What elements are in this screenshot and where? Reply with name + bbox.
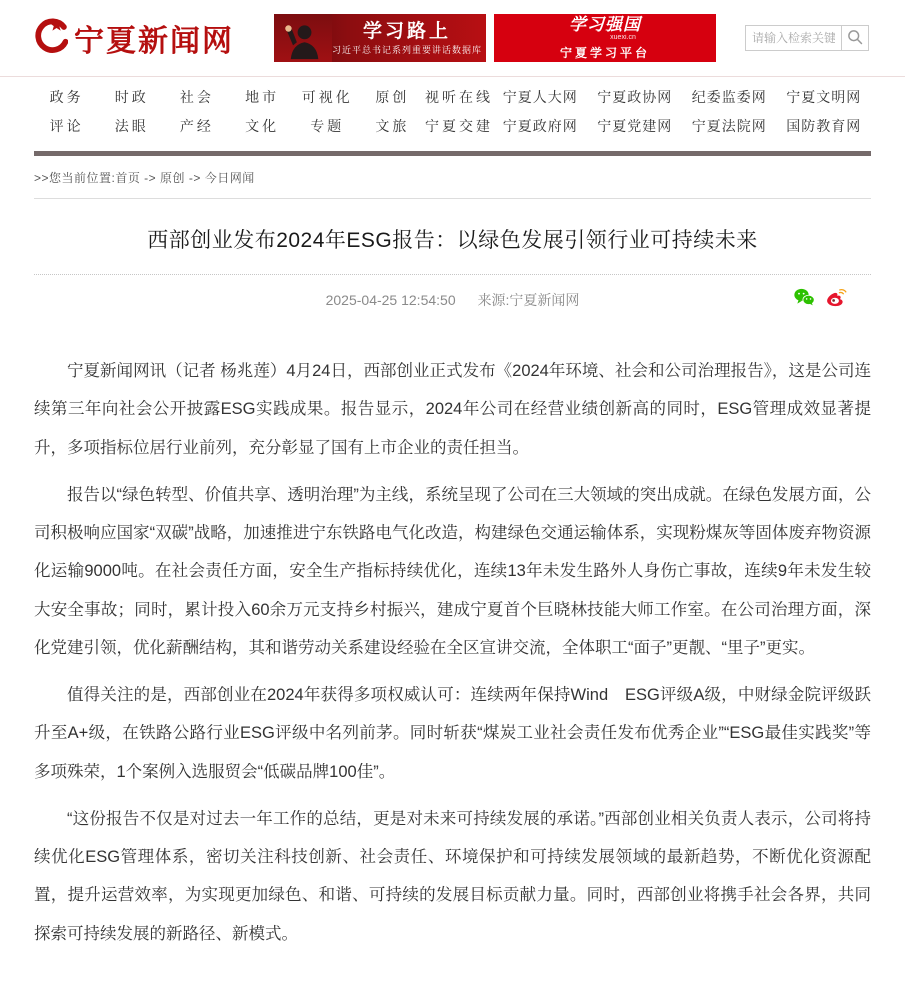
- nav-item[interactable]: 国防教育网: [786, 118, 862, 134]
- nav-item[interactable]: 评论: [49, 118, 84, 134]
- banner1-title: 学习路上: [363, 20, 452, 42]
- banner-xuexi-luhsang[interactable]: [274, 14, 486, 62]
- nav-item[interactable]: 文化: [245, 118, 280, 134]
- article-title: 西部创业发布2024年ESG报告：以绿色发展引领行业可持续未来: [147, 229, 758, 252]
- article-meta: [34, 275, 871, 318]
- banner1-text: [332, 21, 486, 56]
- article: [0, 224, 905, 990]
- search-input[interactable]: [745, 25, 841, 51]
- nav-item[interactable]: 视听在线: [425, 89, 494, 105]
- site-logo[interactable]: [32, 16, 234, 60]
- nav-row-2: [34, 112, 871, 141]
- banner1-subtitle: 习近平总书记系列重要讲话数据库: [332, 44, 483, 55]
- breadcrumb[interactable]: >>您当前位置:首页 -> 原创 -> 今日网闻: [34, 171, 255, 185]
- main-nav: [0, 76, 905, 149]
- banner2-subtitle: 宁夏学习平台: [559, 45, 650, 60]
- article-paragraph: 宁夏新闻网讯（记者 杨兆莲）4月24日，西部创业正式发布《2024年环境、社会和公司治理报告》，这是公司连续第三年向社会公开披露ESG实践成果。报告显示，2024年公司在经营业绩创新高的同时，ESG管理成效显著提升，多项指标位居行业前列，充分彰显了国有上市企业的责任担当。: [34, 362, 871, 457]
- article-paragraph: 报告以“绿色转型、价值共享、透明治理”为主线，系统呈现了公司在三大领域的突出成就。在绿色发展方面，公司积极响应国家“双碳”战略，加速推进宁东铁路电气化改造，构建绿色交通运输体系，实现粉煤灰等固体废弃物资源化运输9000吨。在社会责任方面，安全生产指标持续优化，连续13年未发生路外人身伤亡事故，连续9年未发生较大安全事故；同时，累计投入60余万元支持乡村振兴，建成宁夏首个巨晓林技能大师工作室。在公司治理方面，深化党建引领，优化薪酬结构，其和谐劳动关系建设经验在全区宣讲交流，全体职工“面子”更靓、“里子”更实。: [34, 485, 871, 657]
- nav-item[interactable]: 宁夏政协网: [597, 89, 673, 105]
- site-title: 宁夏新闻网: [74, 25, 234, 58]
- nav-item[interactable]: 法眼: [114, 118, 149, 134]
- article-source: 来源:宁夏新闻网: [477, 292, 580, 308]
- article-body: [34, 352, 871, 990]
- nav-item[interactable]: 宁夏党建网: [597, 118, 673, 134]
- banner-xuexi-qiangguo[interactable]: [494, 14, 716, 62]
- nav-item[interactable]: 可视化: [301, 89, 353, 105]
- nav-item[interactable]: 宁夏文明网: [786, 89, 862, 105]
- banner2-title: 学习强国: [569, 14, 641, 34]
- search-icon: [846, 28, 864, 49]
- article-paragraph: 值得关注的是，西部创业在2024年获得多项权威认可：连续两年保持Wind ESG评级A级，中财绿金院评级跃升至A+级，在铁路公路行业ESG评级中名列前茅。同时斩获“煤炭工业社会责任发布优秀企业”“ESG最佳实践奖”等多项殊荣，1个案例入选服贸会“低碳品牌100佳”。: [34, 686, 871, 781]
- nav-item[interactable]: 纪委监委网: [691, 89, 767, 105]
- banner2-domain: xuexi.cn: [610, 33, 636, 41]
- nav-item[interactable]: 宁夏人大网: [502, 89, 578, 105]
- article-paragraph: “这份报告不仅是对过去一年工作的总结，更是对未来可持续发展的承诺。”西部创业相关负责人表示，公司将持续优化ESG管理体系，密切关注科技创新、社会责任、环境保护和可持续发展领域的最新趋势，不断优化资源配置，提升运营效率，为实现更加绿色、和谐、可持续的发展目标贡献力量。同时，西部创业将携手社会各界，共同探索可持续发展的新路径、新模式。: [34, 809, 871, 943]
- nav-item[interactable]: 社会: [179, 89, 214, 105]
- nav-item[interactable]: 宁夏政府网: [502, 118, 578, 134]
- nav-item[interactable]: 原创: [375, 89, 410, 105]
- nav-item[interactable]: 文旅: [375, 118, 410, 134]
- weibo-share-icon[interactable]: [825, 287, 847, 307]
- share-buttons: [793, 287, 847, 307]
- nav-row-1: [34, 83, 871, 112]
- article-date: 2025-04-25 12:54:50: [325, 292, 456, 308]
- breadcrumb-wrap: [34, 156, 871, 199]
- wechat-share-icon[interactable]: [793, 287, 815, 307]
- nav-item[interactable]: 专题: [310, 118, 345, 134]
- nav-item[interactable]: 政务: [49, 89, 84, 105]
- nav-item[interactable]: 宁夏交建: [425, 118, 494, 134]
- nav-item[interactable]: 时政: [114, 89, 149, 105]
- logo-icon: [32, 18, 68, 59]
- site-header: [0, 0, 905, 76]
- nav-item[interactable]: 地市: [245, 89, 280, 105]
- banner-leader-photo: [274, 14, 332, 62]
- site-search: [745, 25, 869, 51]
- nav-item[interactable]: 宁夏法院网: [691, 118, 767, 134]
- nav-item[interactable]: 产经: [179, 118, 214, 134]
- search-button[interactable]: [841, 25, 869, 51]
